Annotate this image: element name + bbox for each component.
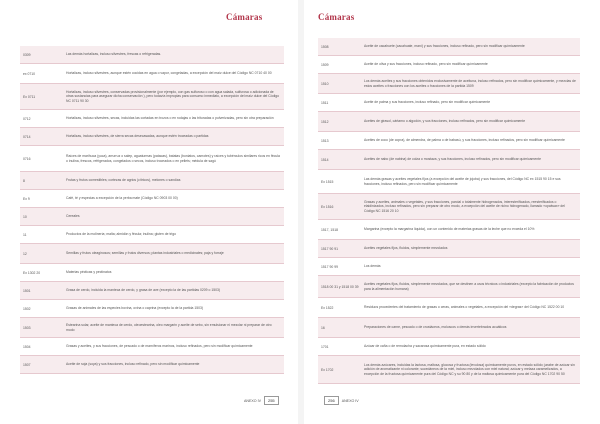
table-row xyxy=(318,56,580,74)
page-number: 256 xyxy=(324,396,339,405)
row-code: 1701 xyxy=(321,344,329,349)
row-code: 1502 xyxy=(23,306,31,311)
row-description: Aceites de coco (de copra), de almendra, de palma o de babasú, y sus fracciones, incluso refinados, pero sin modificar químicamente xyxy=(364,138,565,143)
logo-text: Cámaras xyxy=(226,12,263,22)
row-description: Las demás hortalizas, incluso silvestres, frescas o refrigeradas. xyxy=(66,52,162,57)
table-row xyxy=(20,208,284,226)
table-row xyxy=(20,282,284,300)
table-row xyxy=(20,226,284,244)
table-row xyxy=(20,264,284,282)
table-row xyxy=(20,244,284,264)
row-description: Frutas y frutos comestibles; cortezas de agrios (cítricos), melones o sandías xyxy=(66,178,181,183)
row-description: Aceite de palma y sus fracciones, incluso refinado, pero sin modificar químicamente xyxy=(364,100,491,105)
row-code: 1517 90 91 xyxy=(321,246,338,251)
row-description: Hortalizas, incluso silvestres, aunque estén cocidas en agua o vapor, congeladas, a excepción del maíz dulce del Código NC 0710 40 00 xyxy=(66,71,272,76)
row-code: 1517, 1518 xyxy=(321,227,338,232)
table-row xyxy=(318,150,580,170)
left-product-table xyxy=(20,46,284,374)
row-description: Hortalizas, incluso silvestres, secas, incluidas las cortadas en trozos o en rodajas o las trituradas o pulverizadas, pero sin otra preparación xyxy=(66,116,274,121)
row-code: Ex 1302 20 xyxy=(23,270,41,275)
table-row xyxy=(318,338,580,356)
page-number: 255 xyxy=(264,396,279,405)
row-description: Raíces de marihuca (yuca), arrurruz o salep, aguaturmas (patacas), batatas (boniatos, camotes) y raíces y tubérculos similares ricos en fécula o inulina, frescos, refrigerados, congelados o secos, incluso troceados o en pellets; médula de sagú xyxy=(66,154,280,163)
row-description: Café, té y especias a excepción de la yerba mate (Código NC 0903 00 00) xyxy=(66,196,178,201)
row-code: 1510 xyxy=(321,81,329,86)
row-code: 1509 xyxy=(321,62,329,67)
row-code: 1517 90 99 xyxy=(321,264,338,269)
table-row xyxy=(318,298,580,318)
table-row xyxy=(318,318,580,338)
row-description: Preparaciones de carne, pescado o de crustáceos, moluscos o demás invertebrados acuáticos xyxy=(364,325,507,330)
row-code: 0309 xyxy=(23,52,31,57)
row-description: Los demás aceites y sus fracciones obtenidos exclusivamente de aceituna, incluso refinados, pero sin modificar químicamente, y mezclas de estos aceites o fracciones con los aceites o fracciones de la partida 1509 xyxy=(364,79,576,88)
table-row xyxy=(20,84,284,110)
table-row xyxy=(20,46,284,64)
row-code: 8 xyxy=(23,178,25,183)
row-code: Ex 1522 xyxy=(321,305,334,310)
row-description: Aceites vegetales fijos, fluidos, simplemente mezclados, que se destinen a usos técnicos o industriales (excepto la fabricación de productos para la alimentación humana) xyxy=(364,282,574,291)
row-code: 1518 00 31 y 1518 00 39 xyxy=(321,284,359,289)
row-code: 1511 xyxy=(321,100,329,105)
table-row xyxy=(318,276,580,298)
camaras-logo xyxy=(226,12,262,22)
table-row xyxy=(318,94,580,112)
row-description: Productos de la molinería; malta; almidón y fécula; inulina; gluten de trigo xyxy=(66,232,177,237)
row-description: Los demás azúcares, incluidas la lactosa, maltosa, glucosa y fructosa (levulosa) químicamente puros, en estado sólido; jarabe de azúcar sin adición de aromatizante ni colorante; sucedáneos de la miel, incluso mezclados con miel natural; azúcar y melaza caramelizados, a excepción de la fructosa químicamente pura del Código NC y su 90 80 y de la maltosa químicamente pura del Código NC 1702 90 50 xyxy=(364,362,575,376)
row-code: 1508 xyxy=(321,44,329,49)
table-row xyxy=(318,194,580,220)
row-description: Aceite de cacahuete (cacahuate, maní) y sus fracciones, incluso refinado, pero sin modificar químicamente xyxy=(364,44,525,49)
row-code: 1504 xyxy=(23,344,31,349)
row-code: ex 0710 xyxy=(23,71,36,76)
row-code: 1513 xyxy=(321,138,329,143)
table-row xyxy=(20,300,284,318)
row-code: Ex 9 xyxy=(23,196,30,201)
row-description: Hortalizas, incluso silvestres, de sierra secas desecasadas, aunque estén troceadas o partidas xyxy=(66,134,209,139)
row-code: 0716 xyxy=(23,156,31,161)
row-description: Materias pécticas y pectinatos xyxy=(66,270,112,275)
row-description: Aceites vegetales fijos, fluidos, simplemente mezclados xyxy=(364,246,448,251)
camaras-logo xyxy=(318,12,354,22)
right-page xyxy=(304,0,600,424)
row-code: 0712 xyxy=(23,116,31,121)
row-code: Ex 1515 xyxy=(321,179,334,184)
table-row xyxy=(318,38,580,56)
row-code: 11 xyxy=(23,232,27,237)
table-row xyxy=(20,190,284,208)
table-row xyxy=(318,112,580,132)
row-description: Las demás grasas y aceites vegetales fijos (a excepción del aceite de jojoba) y sus fracciones, del Código NC ex 1515 90 15 e sus fracciones, incluso refinados, pero sin modificar químicamente xyxy=(364,177,561,186)
footer-label: ANEXO IV xyxy=(244,398,261,403)
table-row xyxy=(20,128,284,146)
row-code: 16 xyxy=(321,325,325,330)
table-row xyxy=(318,240,580,258)
row-code: 12 xyxy=(23,251,27,256)
row-code: 1507 xyxy=(23,362,31,367)
row-description: Aceite de soja (soya) y sus fracciones, incluso refinado, pero sin modificar químicamente xyxy=(66,362,200,367)
right-product-table xyxy=(318,38,580,384)
table-row xyxy=(318,132,580,150)
table-row xyxy=(20,146,284,172)
table-row xyxy=(318,356,580,384)
table-row xyxy=(318,258,580,276)
left-page xyxy=(0,0,298,424)
row-description: Cereales xyxy=(66,214,80,219)
row-description: Grasas y aceites, animales o vegetales, y sus fracciones, parcial o totalmente hidrogenados, interesterificados, reesterificados o elaidinizados, incluso refinados, pero sin preparar de otro modo, a excepción del aceite de ricino hidrogenado, llamado «opalwax» del Código NC 1516 20 10 xyxy=(364,199,565,213)
row-code: 0714 xyxy=(23,134,31,139)
logo-text: Cámaras xyxy=(318,12,355,22)
table-row xyxy=(318,74,580,94)
left-footer xyxy=(244,396,279,405)
row-code: Ex 1516 xyxy=(321,204,334,209)
row-code: 1512 xyxy=(321,119,329,124)
table-row xyxy=(20,318,284,338)
row-code: Ex 0711 xyxy=(23,94,36,99)
row-description: Semillas y frutos oleaginosos; semillas y frutos diversos; plantas industriales o medicinales; paja y forraje xyxy=(66,251,224,256)
table-row xyxy=(20,356,284,374)
row-description: Residuos procedentes del tratamiento de grasas o ceras, animales o vegetales, a excepción del «degras» del Código NC 1522 00 10 xyxy=(364,305,565,310)
row-code: 1501 xyxy=(23,288,31,293)
row-description: Grasas de animales de las especies bovina, ovina o caprina (excepto la de la partida 1503) xyxy=(66,306,204,311)
row-description: Aceites de nabo (de nabina) de colza o mostaza, y sus fracciones, incluso refinados, pero sin modificar químicamente xyxy=(364,157,541,162)
row-description: Grasas y aceites, y sus fracciones, de pescado o de mamíferos marinos, incluso refinados, pero sin modificar químicamente xyxy=(66,344,253,349)
row-description: Grasa de cerdo, incluida la manteca de cerdo, y grasa de ave (excepto la de las partidas 0209 o 1503) xyxy=(66,288,220,293)
row-description: Aceite de oliva y sus fracciones, incluso refinado, pero sin modificar químicamente xyxy=(364,62,488,67)
table-row xyxy=(20,172,284,190)
table-row xyxy=(20,338,284,356)
row-code: 10 xyxy=(23,214,27,219)
table-row xyxy=(318,220,580,240)
right-footer xyxy=(324,396,359,405)
row-code: 1503 xyxy=(23,325,31,330)
row-code: 1514 xyxy=(321,157,329,162)
row-description: Margarina (excepto la margarina líquida), con un contenido de materias grasas de la leche que no exceda el 10% xyxy=(364,227,535,232)
row-code: Ex 1702 xyxy=(321,367,334,372)
table-row xyxy=(318,170,580,194)
row-description: Los demás xyxy=(364,264,381,269)
table-row xyxy=(20,110,284,128)
row-description: Estearina solar, aceite de manteca de cerdo, oleoestearina, oleo margarin y aceite de sebo, sin emulsionar ni mezclar ni preparar de otro modo xyxy=(66,323,272,332)
row-description: Aceites de girasol, cártamo o algodón, y sus fracciones, incluso refinados, pero sin modificar químicamente xyxy=(364,119,526,124)
table-row xyxy=(20,64,284,84)
row-description: Hortalizas, incluso silvestres, conservadas provisionalmente (por ejemplo, con gas sulfuroso o con agua salada, sulfurosa o adicionada de otras sustancias para asegurar dicha conservación ), pero todavía impropias para consumo inmediato, a excepción del maíz dulce del Código NC 0711 90 30 xyxy=(66,89,279,103)
footer-label: ANEXO IV xyxy=(341,398,359,403)
row-description: Azúcar de caña o de remolacha y sacarosa químicamente pura, en estado sólido xyxy=(364,344,486,349)
